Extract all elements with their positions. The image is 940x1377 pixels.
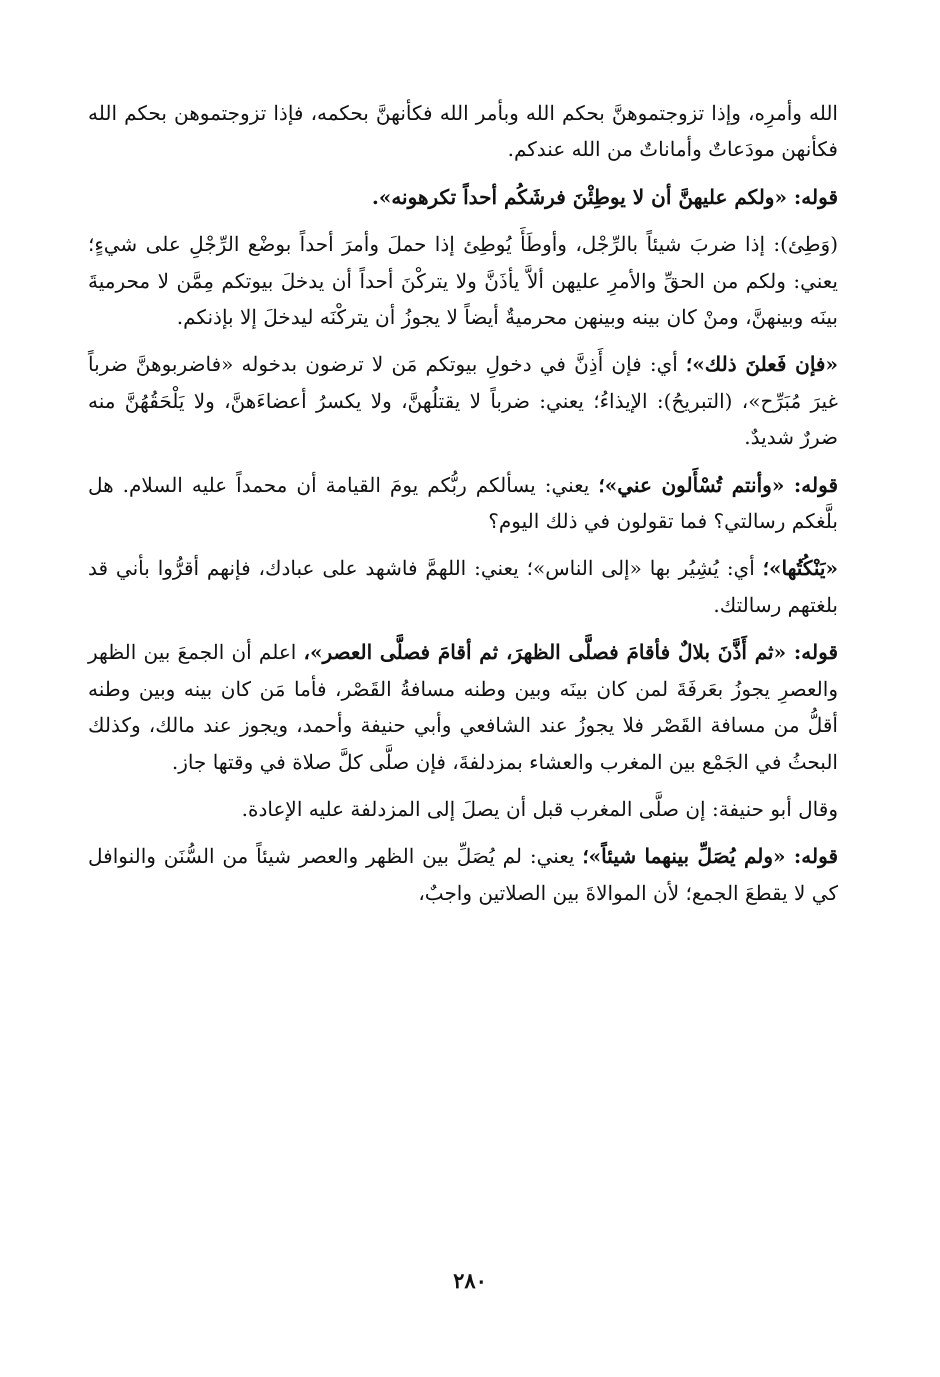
paragraph-7 [88, 634, 838, 780]
paragraph-5-text: يعني: يسألكم ربُّكم يومَ القيامة أن محمداً عليه السلام. هل بلَّغكم رسالتي؟ فما تقولون في ذلك اليوم؟ [88, 472, 838, 534]
paragraph-3-text: (وَطِئ): إذا ضربَ شيئاً بالرِّجْل، وأوطَأَ يُوطِئ إذا حملَ وأمرَ أحداً بوضْع الرِّجْلِ على شيءٍ؛ يعني: ولكم من الحقِّ والأمرِ عليهن ألاَّ يأذَنَّ ولا يتركْنَ أحداً أن يدخلَ بيوتكم مِمَّن لا محرميةَ بينَه وبينهنَّ، ومنْ كان بينه وبينهن محرميةٌ أيضاً لا يجوزُ أن يتركْنَه ليدخلَ إلا بإذنكم. [88, 232, 838, 330]
paragraph-8-text: وقال أبو حنيفة: إن صلَّى المغرب قبل أن يصلَ إلى المزدلفة عليه الإعادة. [241, 796, 838, 821]
paragraph-1-text: الله وأمرِه، وإذا تزوجتموهنَّ بحكم الله وبأمر الله فكأنهنَّ بحكمه، فإذا تزوجتموهن بحكم الله فكأنهن مودَعاتٌ وأماناتٌ من الله عندكم. [88, 101, 838, 162]
paragraph-3 [88, 226, 838, 335]
page-number: ٢٨٠ [453, 1268, 487, 1293]
paragraph-6-lead: «يَنْكُتُها»؛ [762, 556, 838, 581]
paragraph-6 [88, 550, 838, 623]
paragraph-2-lead: قوله: «ولكم عليهنَّ أن لا يوطِئْنَ فرشَكُم أحداً تكرهونه». [371, 184, 838, 209]
paragraph-4-text: أي: فإن أَذِنَّ في دخولِ بيوتكم مَن لا ترضون بدخوله «فاضربوهنَّ ضرباً غيرَ مُبَرِّح»، (التبريحُ): الإيذاءُ؛ يعني: ضرباً لا يقتلُهنَّ، ولا يكسرُ أعضاءَهنَّ، ولا يَلْحَقُهُنَّ منه ضررٌ شديدٌ. [88, 352, 838, 450]
paragraph-9-text: يعني: لم يُصَلِّ بين الظهر والعصر شيئاً من السُّنَن والنوافل كي لا يقطعَ الجمع؛ لأن الموالاةَ بين الصلاتين واجبٌ، [88, 844, 838, 905]
paragraph-7-lead: قوله: «ثم أَذَّنَ بلالٌ فأقامَ فصلَّى الظهرَ، ثم أقامَ فصلَّى العصر»، [303, 640, 839, 665]
paragraph-6-text: أي: يُشِيُر بها «إلى الناس»؛ يعني: اللهمَّ فاشهد على عبادك، فإنهم أقرُّوا بأني قد بلغتهم رسالتك. [88, 556, 838, 617]
paragraph-5-lead: قوله: «وأنتم تُسْأَلون عني»؛ [598, 472, 839, 497]
main-text [88, 95, 838, 922]
paragraph-5 [88, 467, 838, 540]
paragraph-9 [88, 838, 838, 911]
paragraph-8 [88, 791, 838, 827]
paragraph-2 [88, 179, 838, 215]
paragraph-4-lead: «فإن فَعلنَ ذلك»؛ [685, 352, 838, 377]
paragraph-4 [88, 346, 838, 455]
paragraph-9-lead: قوله: «ولم يُصَلِّ بينهما شيئاً»؛ [582, 844, 839, 869]
paragraph-7-text: اعلم أن الجمعَ بين الظهر والعصرِ يجوزُ بعَرفَةَ لمن كان بينَه وبين وطنه مسافةُ القَصْر، فأما مَن كان بينه وبين وطنه أقلُّ من مسافة القَصْر فلا يجوزُ عند الشافعي وأبي حنيفة وأحمد، ويجوز عند مالك، وكذلك البحثُ في الجَمْع بين المغرب والعشاء بمزدلفةَ، فإن صلَّى كلَّ صلاة في وقتها جاز. [88, 640, 838, 774]
paragraph-1 [88, 95, 838, 168]
